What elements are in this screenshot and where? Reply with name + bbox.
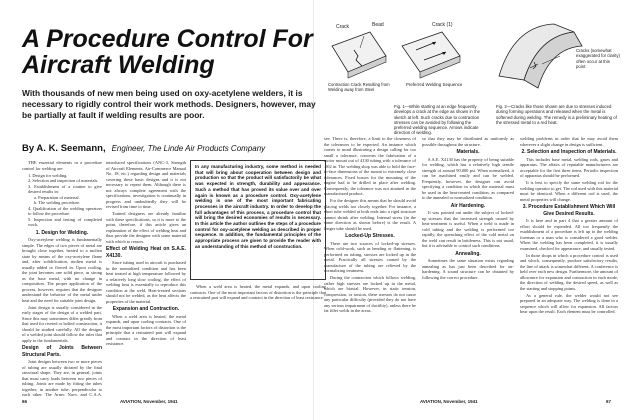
col3-heading-locked: Locked-Up Stresses.: [345, 233, 395, 239]
column-3-lower-left: [190, 284, 326, 396]
col5-heading-procedure: 3. Procedure Establishment Which Will Give Desired Results.: [522, 204, 616, 217]
col4-paragraph: Sometimes the same situation exists regarding annealing as has just been described for air-hardening. A sound structure can be obtained by following the correct procedure.: [422, 258, 514, 280]
col1-paragraph: Oxy-acetylene welding is fundamentally simple. The edges of two pieces of metal are brought close together, heated to a molten state by means of the oxy-acetylene flame and, after solidification, molten metal is usually added or flowed in. Upon cooling, the joint becomes one solid piece, as strong as the base metal, with no change in composition. The proper application of the process, however, requires that the designer understand the behavior of the metal under heat and the need for suitable joint design.: [22, 237, 102, 303]
fig1-pool-label: Preferred Welding Sequence: [406, 82, 463, 87]
editor-note-box: In any manufacturing industry, some method is needed that will bring about cooperation between design and production so that the product will satisfactorily be what was expected in strength, durability and appearance. Such a method that has proved its value over and over again is known as a procedure control. Oxy-acetylene welding is one of the most important fabricating processes in the aircraft industry. In order to develop the full advantages of this process, a procedure control that will bring the desired economies of results is necessary. In this article the author outlines the steps of a procedure control for oxy-acetylene welding as described in proper sequence. In addition, the fundamental principles of the appropriate process are given to provide the reader with an understanding of this method of construction.: [190, 160, 326, 280]
issue-line-right: AVIATION, November, 1941: [420, 399, 478, 404]
col1-paragraph: Joint designs between two or more pieces of tubing are usually dictated by the final structural shape. They are, in general, joints that must carry loads between two pieces of tubing. Joints are made by fitting the tubes together, in another tube, perpendicular to each other. The Army, Navy, and C.A.A.: [22, 359, 102, 396]
fig1-crack-sketch: [332, 32, 386, 78]
col5-paragraph: In those shops in which a procedure control is used and which, consequently, produce satisfactory results, the line of attack is somewhat different. A conference is held over each new design. Furthermore, the amount of allowance for expansion and contraction in each mode, the direction of welding, the desired speed, as well as the starting and stopping points.: [520, 252, 618, 291]
col1-heading-joints: Design of Joints Between Structural Parts.: [22, 345, 102, 358]
col4-heading-materials: Materials.: [456, 149, 480, 155]
col1-intro: THE essential elements in a procedure control for welding are:: [22, 160, 102, 171]
fig1-label-crack2: Crack (1): [432, 22, 453, 28]
col5-paragraph: welding problems in order that he may avoid them wherever a slight change in design is sufficient.: [520, 136, 618, 147]
col2-paragraph: Since tubing used in aircraft is purchased in the normalized condition and has been heat treated at high temperature followed by a relatively long slow cooling, the effect of welding heat is essentially to reproduce this condition at the weld. Heat-treated sections should not be welded, as the heat affects the properties of the material.: [106, 260, 186, 304]
page-number-left: 66: [22, 399, 28, 404]
col4-heading-annealing: Annealing.: [455, 250, 481, 257]
col2-paragraph: introduced specifications (ANC-3, Strength of Aircraft Elements, Air-Commerce Manual No. 18, etc.) regarding design and materials covering these basic designs and it is not necessary to repeat them. Although there is not always complete agreement with the specifications, investigation is continually in progress and undoubtedly they will be revised from time to time.: [106, 160, 186, 209]
list-item: b. The welding procedure.: [34, 200, 81, 205]
column-3: [324, 136, 416, 396]
article-dek: With thousands of new men being used on oxy-acetylene welders, it is necessary to rigidly control their work methods. Designers, however, may be partially at fault if welding results are poor.: [22, 88, 316, 120]
page-number-right: 67: [606, 399, 612, 404]
col2-heading-heat: Effect of Welding Heat on S.A.E. X4130.: [106, 246, 186, 259]
list-item: a. Preparation of material.: [34, 194, 80, 200]
col2-heading-expansion: Expansion and Contraction.: [112, 306, 180, 312]
col3-paragraph: During the contraction which follows welding, rather high stresses are locked up in the metal, which are biaxial. However, in static tension, compression, or torsion, these stresses do not cause any particular difficulty (provided they do not have any serious impairment of ductility), unless there be fat fillet welds in the areas.: [324, 275, 416, 313]
fig2-annotation: Cracks (somewhat exaggerated for clarity) often occur at this point: [576, 48, 620, 69]
col3-paragraph: see. There is, therefore, a limit to the closeness of the tolerances to be expected. An instance which comes to mind illustrating a design calling for too small a tolerance, concerns the fabrication of a motor mount out of 4130 tubing with a tolerance of .002 in. The welding shop was able to hold the face-to-face dimensions of the mount to extremely close tolerances. Fixed bosses for the mounting of the engine had to be drilled in place after welding. Consequently, the tolerance was not attained in the manufactured product.: [324, 136, 416, 196]
list-item: 2. Selection and inspection of materials.: [28, 178, 99, 183]
col5-paragraph: As a general rule, the welder would not see prepared in an adequate way. The welding is done in a sequence which will allow for expansion. All factors bear upon the result. Each element must be controlled.: [520, 292, 618, 314]
issue-line-left: AVIATION, November, 1941: [120, 399, 178, 404]
col2-paragraph: When a weld area is heated, the metal expands, and upon cooling contracts. One of the most important factors of distortion is the principle that a restrained part will expand and contract in the direction of least resistance.: [106, 313, 186, 346]
col5-paragraph: This includes base metal, welding rods, gases and apparatus. The affairs of reputable manufacturers are acceptable for the first three items. Periodic inspection of apparatus should be performed.: [520, 156, 618, 178]
fig1-caption-a: Contraction Crack Resulting from Welding away from Steel: [328, 82, 390, 93]
figure-area: [324, 6, 620, 134]
col3-paragraph: For the designer this means that he should avoid placing welds too closely together. For instance, a short tube welded at both ends into a rigid structure cannot shrink after welding. Internal stress (in the same direction as shown before) is the result. A longer tube should be used.: [324, 198, 416, 231]
fig1-sequence-sketch: [402, 32, 460, 78]
fig1-caption: Fig. 1—While starting at an edge frequently develops a crack at the edge as shown in the sketch at left. Such cracks due to contraction stresses can be avoided by following the preferred welding sequence. Arrows indicate direction of welding.: [394, 104, 480, 136]
list-item: 5. Inspection and testing of completed work.: [28, 216, 102, 227]
col4-heading-air-hardening: Air Hardening.: [450, 202, 486, 209]
list-item: 3. Establishment of a routine to give desired results in:: [28, 183, 102, 194]
col5-heading-selection: 2. Selection and Inspection of Materials.: [521, 149, 617, 155]
fig1-label-crack: Crack: [336, 24, 350, 30]
column-2: [106, 160, 186, 396]
col2-paragraph: Trained designers are already familiar with these specifications, so it is more to the point, therefore, if this article gives an explanation of the effect of welding heat and thus provide the designer with some material with which to reason.: [106, 211, 186, 244]
col2-overflow: When a weld area is heated, the metal expands, and upon cooling contracts. One of the most important factors of distortion is the principle that a restrained part will expand and contract in the direction of least resistance.: [190, 284, 326, 300]
col5-paragraph: It is best to specify the same welding rod for the welding operator to get. The rod used with this material must be identical. When a different rod is used, the metal properties will change.: [520, 180, 618, 202]
col1-paragraph: Joint design is usually considered in the early stages of the design of a welded part. Since this may sometimes differ greatly from that used for riveted or bolted construction, it should be studied carefully. All the designs of a welded joint should follow the rules that apply to the fundamentals.: [22, 304, 102, 343]
col5-paragraph: It is here and in part 4 that a greater amount of effort should be expended. All too frequently the establishment of a procedure is left up to the welding foreman or a man who is considered a good welder. When the welding has been completed, it is usually examined, checked for appearance, and usually tested.: [520, 218, 618, 251]
author-affiliation: Engineer, The Linde Air Products Company: [111, 144, 266, 153]
col1-heading-design: 1. Design for Welding.: [35, 229, 89, 236]
list-item: 1. Design for welding.: [28, 172, 68, 178]
fig1-label-bead: Bead: [372, 22, 384, 28]
col4-paragraph: so that they may be distributed as uniformly as possible throughout the structure.: [422, 136, 514, 147]
fig2-caption: Fig. 2—Cracks like those shown are due to stresses induced during forming operations and released when the metal is softened during welding. The remedy is a preliminary heating of the stressed metal to a red heat.: [496, 104, 617, 125]
col4-paragraph: S.A.E. X4130 has the property of being suitable for welding, which has a relatively high tensile strength of around 90,000 psi. When normalized, it can be machined easily and can be welded. Frequently, however, the designer can avoid specifying a condition in which the material must be used in the heat-treated condition, as compared to the annealed or normalized condition.: [422, 156, 514, 200]
column-4: [422, 136, 514, 396]
col3-paragraph: There are two sources of locked-up stresses. When cold-work, such as bending or flattening, is performed on tubing, stresses are locked up in the metal. Practically all stresses caused by the manufacture of the tubing are relieved by the normalizing treatment.: [324, 240, 416, 273]
column-5: [520, 136, 618, 396]
author-name: By A. K. Seemann,: [22, 143, 106, 154]
fig2-formed-part-sketch: [499, 24, 582, 88]
list-item: 4. Qualification of the welding operators to follow the procedure.: [28, 205, 102, 216]
article-title: A Procedure Control For Aircraft Welding: [22, 25, 313, 79]
col4-paragraph: It was pointed out under the subject of locked-up stresses that the increased strength caused by heat-treatment is useful. When a weld is made in cold tubing and the welding is performed too rapidly, the quenching effect of the cold metal on the weld can result in brittleness. This is not usual, but it is advisable to control such conditions.: [422, 210, 514, 248]
byline: [22, 143, 322, 154]
column-1: [22, 160, 102, 396]
